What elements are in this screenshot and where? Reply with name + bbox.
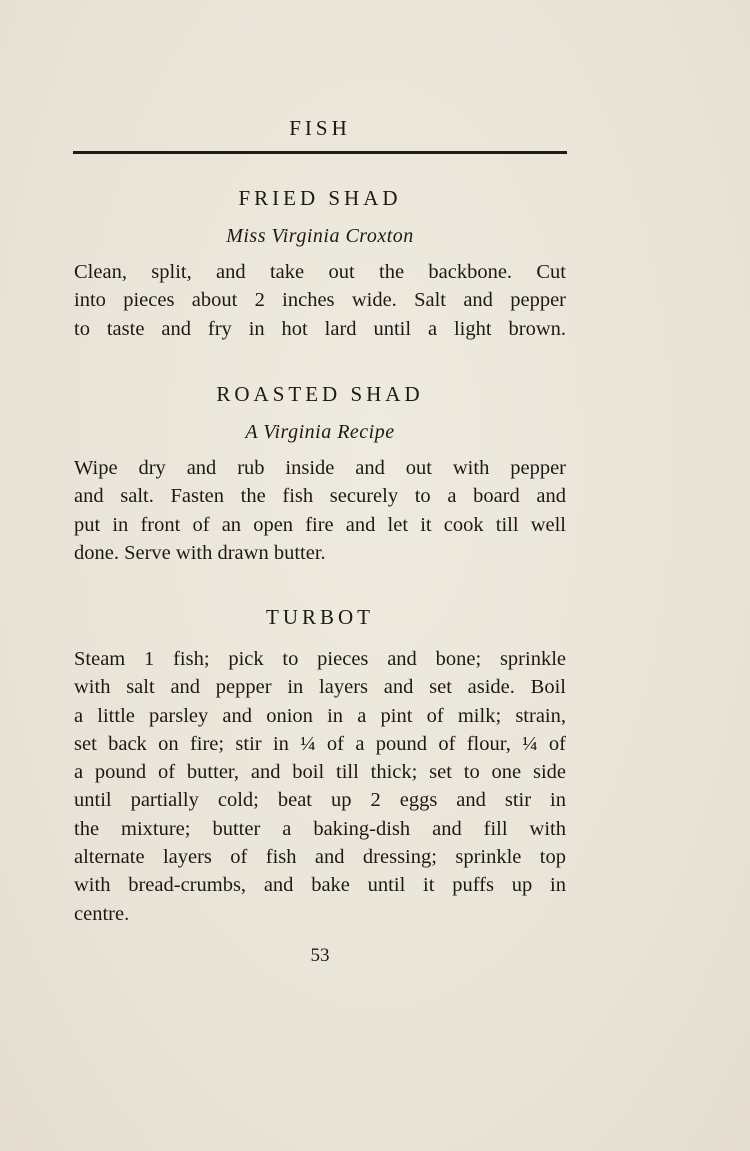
- text-line: Clean, split, and take out the backbone. Cut: [74, 261, 566, 283]
- recipe-title-roasted-shad: ROASTED SHAD: [216, 382, 424, 406]
- text-line: Steam 1 fish; pick to pieces and bone; sprinkle: [74, 648, 566, 670]
- recipe-attribution-fried-shad: Miss Virginia Croxton: [226, 225, 414, 247]
- recipe-attribution-roasted-shad: A Virginia Recipe: [245, 421, 395, 443]
- text-line: the mixture; butter a baking-dish and fill with: [74, 817, 566, 840]
- recipe-body-turbot: [74, 645, 566, 928]
- recipe-title-turbot: TURBOT: [266, 605, 374, 629]
- text-line: with salt and pepper in layers and set aside. Boil: [74, 676, 566, 699]
- recipe-body-roasted-shad: [74, 454, 566, 567]
- text-line: a little parsley and onion in a pint of milk; strain,: [74, 704, 566, 727]
- text-line: with bread-crumbs, and bake until it puffs up in: [74, 874, 566, 897]
- text-line: put in front of an open fire and let it cook till well: [74, 513, 566, 536]
- text-line: a pound of butter, and boil till thick; set to one side: [74, 761, 566, 784]
- text-line: alternate layers of fish and dressing; sprinkle top: [74, 846, 566, 869]
- recipe-body-fried-shad: [74, 258, 566, 343]
- page-number: 53: [310, 945, 330, 966]
- text-line: set back on fire; stir in ¼ of a pound of flour, ¼ of: [74, 732, 566, 755]
- text-line: to taste and fry in hot lard until a light brown.: [74, 317, 566, 340]
- running-head: FISH: [289, 116, 351, 140]
- text-line: and salt. Fasten the fish securely to a board and: [74, 485, 566, 508]
- text-line: done. Serve with drawn butter.: [74, 541, 326, 564]
- header-rule: [73, 151, 567, 154]
- text-line: centre.: [74, 902, 130, 925]
- text-line: Wipe dry and rub inside and out with pepper: [74, 457, 566, 479]
- recipe-title-fried-shad: FRIED SHAD: [238, 186, 402, 210]
- text-line: into pieces about 2 inches wide. Salt and pepper: [74, 289, 566, 312]
- text-line: until partially cold; beat up 2 eggs and stir in: [74, 789, 566, 812]
